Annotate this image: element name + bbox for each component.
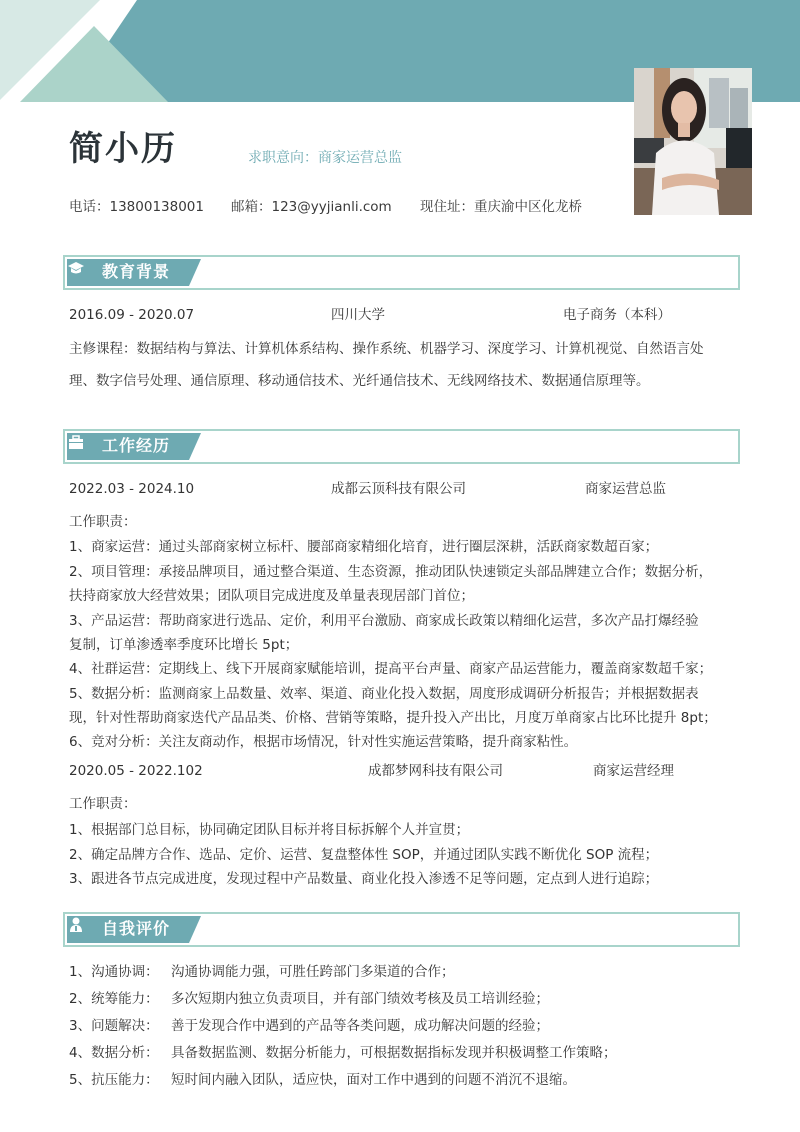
contact-email: 邮箱：123@yyjianli.com [231, 199, 392, 215]
job-role: 商家运营总监 [585, 481, 666, 497]
section-title: 自我评价 [102, 919, 171, 938]
user-icon [67, 916, 85, 934]
contact-phone: 电话：13800138001 [69, 199, 204, 215]
job-company: 成都梦网科技有限公司 [368, 763, 503, 779]
self-eval-text: 沟通协调能力强，可胜任跨部门多渠道的合作； [171, 964, 455, 980]
section-tab [67, 433, 201, 460]
contact-address: 现住址：重庆渝中区化龙桥 [420, 199, 582, 215]
job-duty-line: 4、社群运营：定期线上、线下开展商家赋能培训，提高平台声量、商家产品运营能力，覆盖商家数超千家； [69, 661, 713, 677]
section-header-education [63, 255, 740, 290]
job-duty-line: 6、竞对分析：关注友商动作，根据市场情况，针对性实施运营策略，提升商家粘性。 [69, 734, 578, 750]
self-eval-label: 1、沟通协调： [69, 964, 159, 980]
job-duty-line: 1、商家运营：通过头部商家树立标杆、腰部商家精细化培育，进行圈层深耕，活跃商家数超百家； [69, 539, 659, 555]
self-eval-label: 2、统筹能力： [69, 991, 159, 1007]
self-eval-text: 具备数据监测、数据分析能力，可根据数据指标发现并积极调整工作策略； [171, 1045, 617, 1061]
self-eval-label: 4、数据分析： [69, 1045, 159, 1061]
profile-photo [634, 68, 752, 215]
briefcase-icon [67, 433, 85, 451]
job-duty-line: 现，针对性帮助商家迭代产品品类、价格、营销等策略，提升投入产出比，月度万单商家占比环比提升 8pt； [69, 710, 717, 726]
job-role: 商家运营经理 [593, 763, 674, 779]
job-duty-line: 1、根据部门总目标，协同确定团队目标并将目标拆解个人并宣贯； [69, 822, 470, 838]
job-objective [248, 148, 402, 168]
job-duty-line: 5、数据分析：监测商家上品数量、效率、渠道、商业化投入数据，周度形成调研分析报告；并根据数据表 [69, 686, 699, 702]
job-duty-line: 3、产品运营：帮助商家进行选品、定价，利用平台激励、商家成长政策以精细化运营，多次产品打爆经验 [69, 613, 699, 629]
job-company: 成都云顶科技有限公司 [331, 481, 466, 497]
self-eval-label: 5、抗压能力： [69, 1072, 159, 1088]
section-tab [67, 259, 201, 286]
job-duty-line: 3、跟进各节点完成进度，发现过程中产品数量、商业化投入渗透不足等问题，定点到人进行追踪； [69, 871, 659, 887]
education-courses-line: 理、数字信号处理、通信原理、移动通信技术、光纤通信技术、无线网络技术、数据通信原理等。 [69, 373, 650, 389]
education-major: 电子商务（本科） [563, 307, 671, 323]
job-duty-line: 2、确定品牌方合作、选品、定价、运营、复盘整体性 SOP，并通过团队实践不断优化 SOP 流程； [69, 847, 659, 863]
self-eval-text: 善于发现合作中遇到的产品等各类问题，成功解决问题的经验； [171, 1018, 549, 1034]
section-header-self-evaluation [63, 912, 740, 947]
self-eval-text: 短时间内融入团队，适应快，面对工作中遇到的问题不消沉不退缩。 [171, 1072, 576, 1088]
job-duty-label: 工作职责： [69, 796, 137, 812]
job-duty-line: 2、项目管理：承接品牌项目，通过整合渠道、生态资源，推动团队快速锁定头部品牌建立合作；数据分析， [69, 564, 713, 580]
graduation-cap-icon [67, 259, 85, 277]
job-duty-line: 复制，订单渗透率季度环比增长 5pt； [69, 637, 299, 653]
education-courses-line: 主修课程：数据结构与算法、计算机体系结构、操作系统、机器学习、深度学习、计算机视觉、自然语言处 [69, 341, 704, 357]
objective-label: 求职意向： [248, 150, 318, 166]
section-title: 教育背景 [102, 262, 171, 281]
candidate-name: 简小历 [69, 129, 177, 169]
education-school: 四川大学 [331, 307, 385, 323]
job-date: 2020.05 - 2022.102 [69, 763, 203, 779]
section-header-work [63, 429, 740, 464]
self-eval-label: 3、问题解决： [69, 1018, 159, 1034]
job-date: 2022.03 - 2024.10 [69, 481, 195, 497]
section-title: 工作经历 [102, 436, 171, 455]
education-date: 2016.09 - 2020.07 [69, 307, 195, 323]
job-duty-line: 扶持商家放大经营效果；团队项目完成进度及单量表现居部门首位； [69, 588, 474, 604]
section-tab [67, 916, 201, 943]
job-duty-label: 工作职责： [69, 514, 137, 530]
self-eval-text: 多次短期内独立负责项目，并有部门绩效考核及员工培训经验； [171, 991, 549, 1007]
objective-value: 商家运营总监 [318, 150, 402, 166]
